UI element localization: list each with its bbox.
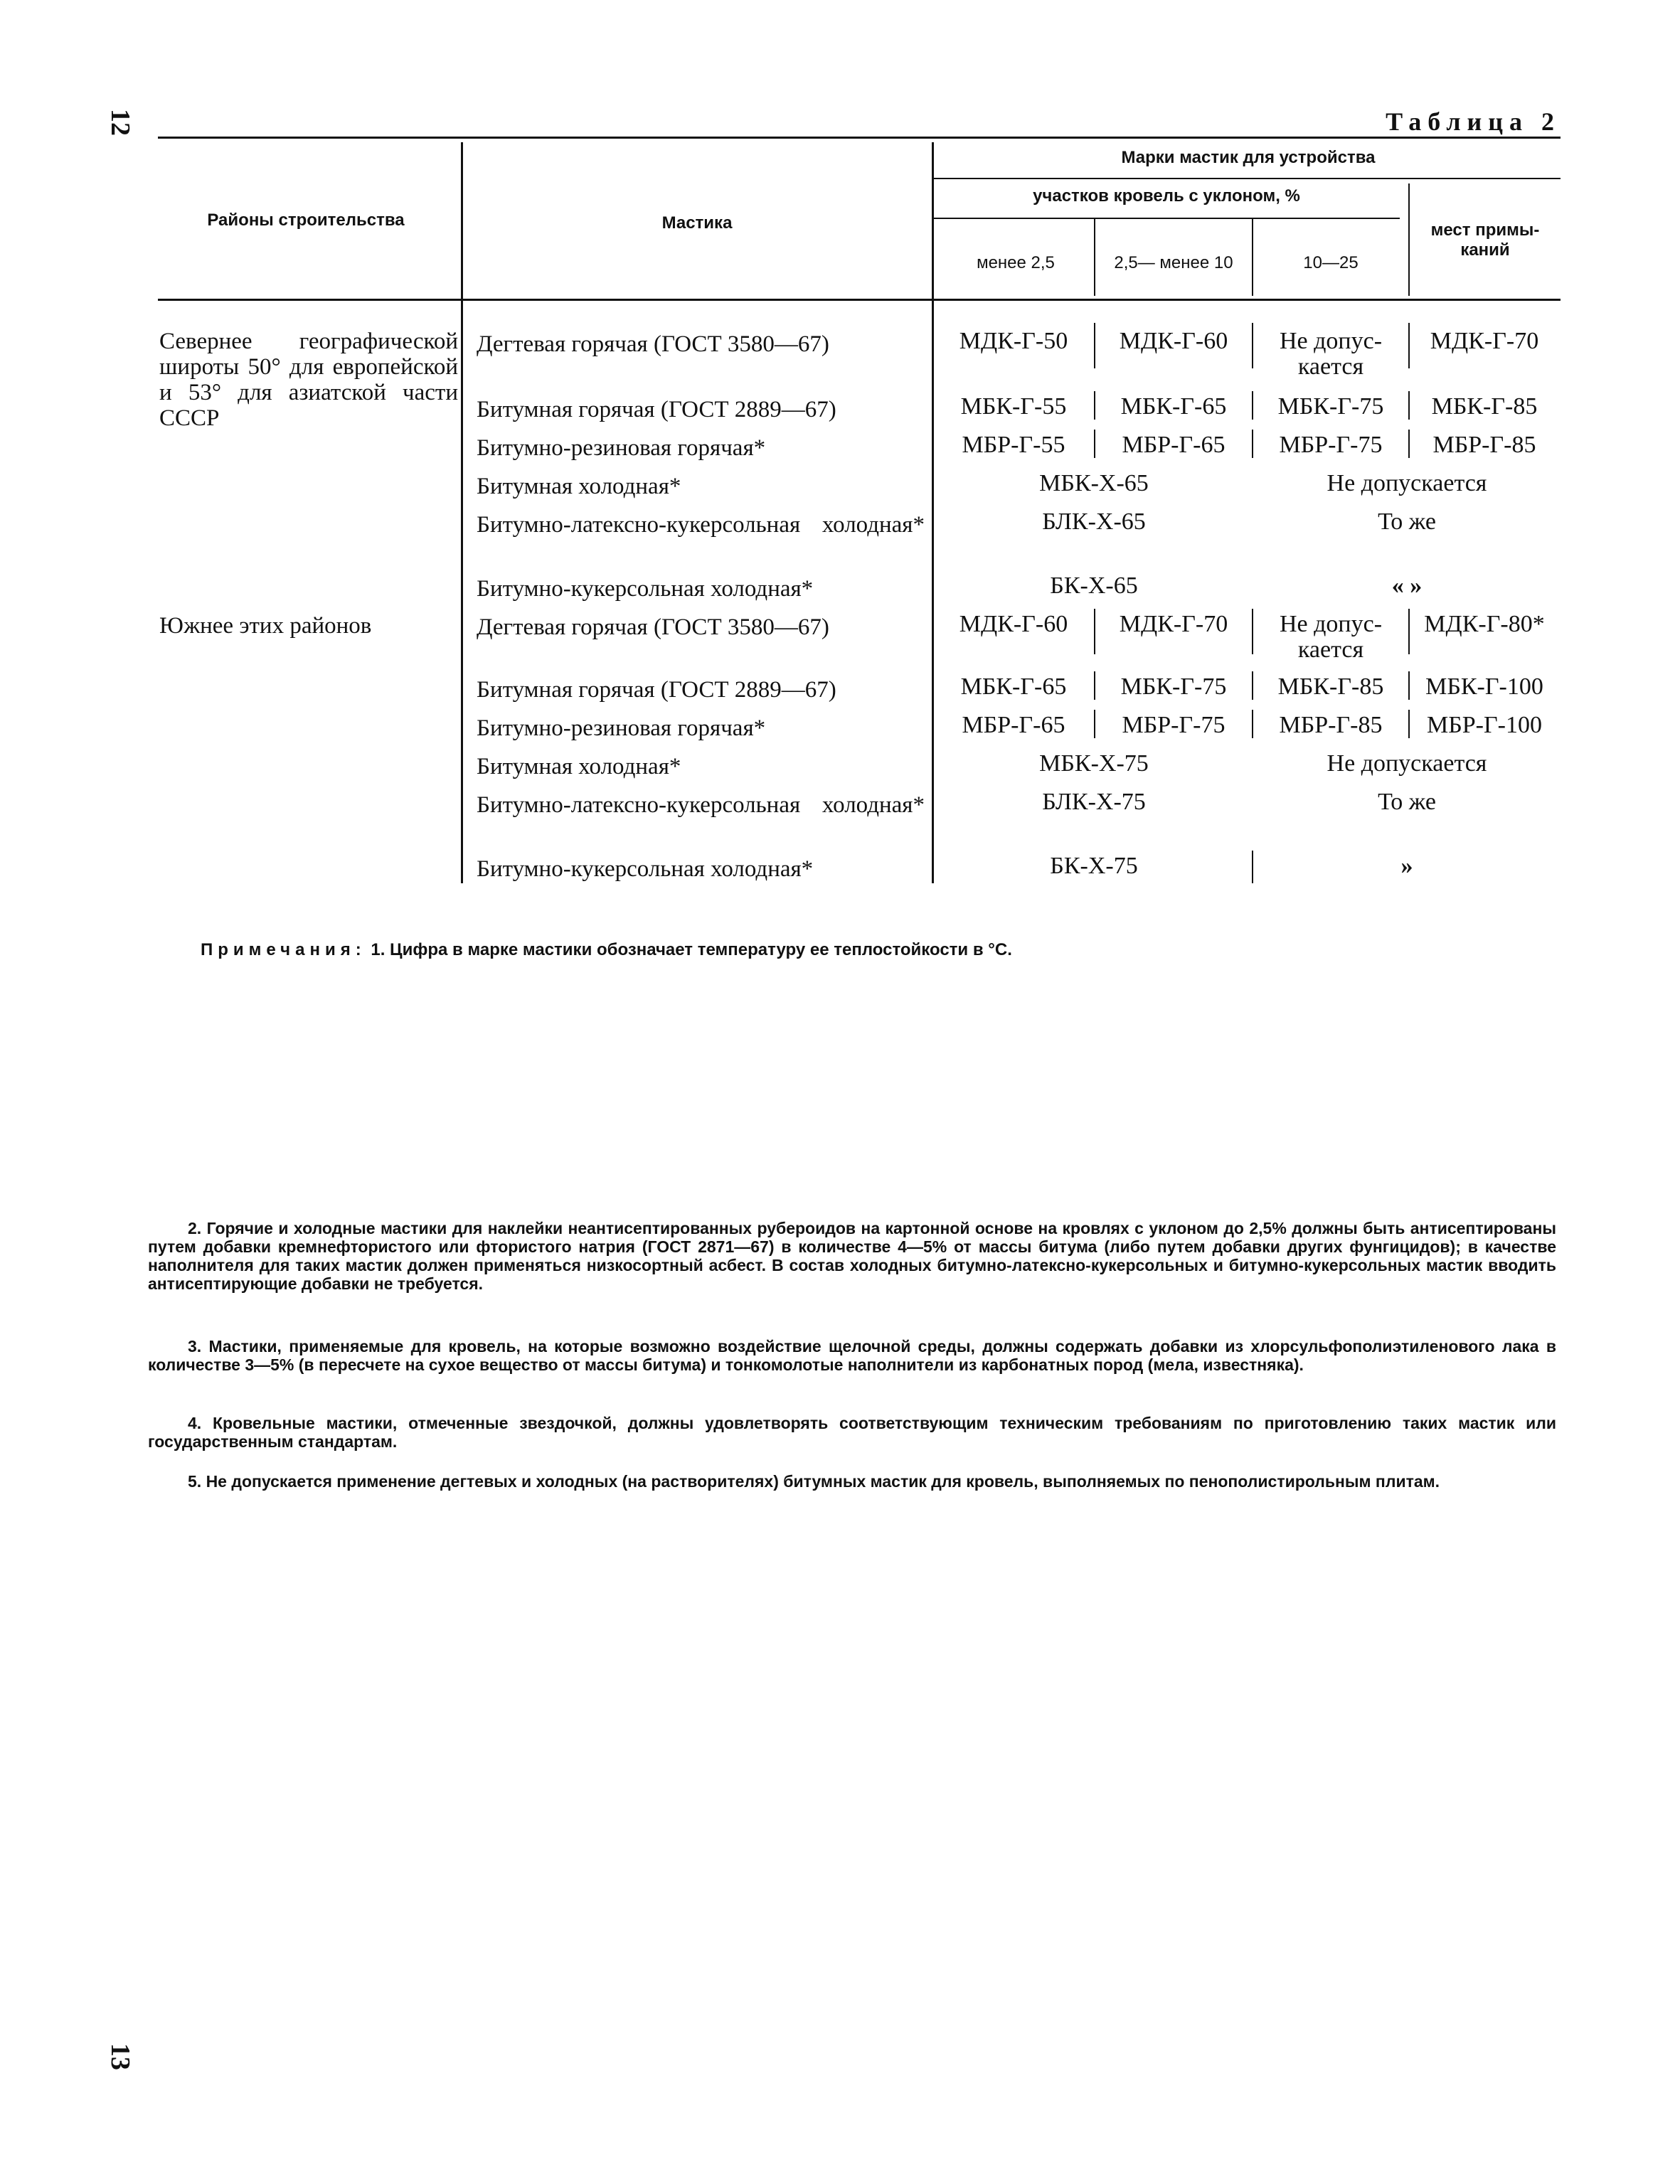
header-bottom-rule (158, 299, 1561, 301)
row-8-c4: МБР-Г-100 (1427, 712, 1542, 738)
row-7-div-3 (1252, 671, 1253, 700)
row-1-div-2 (1094, 391, 1095, 420)
row-8-mastic: Битумно-резиновая горячая* (477, 715, 766, 741)
row-2-c3: МБР-Г-75 (1279, 432, 1383, 458)
row-10-mastic: Битумно-латексно-кукерсольная холодная* (477, 792, 925, 818)
row-6-div-2 (1094, 609, 1095, 654)
header-col-10-25: 10—25 (1303, 253, 1359, 272)
row-0-c3: Не допус-кается (1279, 328, 1383, 380)
row-5-mastic: Битумно-кукерсольная холодная* (477, 576, 814, 602)
row-0-c4: МДК-Г-70 (1430, 328, 1539, 354)
row-8-div-4 (1408, 710, 1410, 738)
row-6-div-4 (1408, 609, 1410, 654)
row-1-mastic: Битумная горячая (ГОСТ 2889—67) (477, 397, 836, 422)
header-col-lt25: менее 2,5 (977, 253, 1055, 272)
page-number-bottom: 13 (105, 2043, 135, 2070)
row-1-c3: МБК-Г-75 (1277, 393, 1384, 420)
col-divider-hdr-3 (1252, 218, 1253, 296)
row-9-c12: МБК-Х-75 (1039, 750, 1149, 777)
row-1-c4: МБК-Г-85 (1431, 393, 1538, 420)
row-10-c34: То же (1378, 789, 1436, 815)
row-0-mastic: Дегтевая горячая (ГОСТ 3580—67) (477, 331, 829, 357)
notes-heading: Примечания: (201, 940, 366, 959)
row-5-c12: БК-Х-65 (1050, 572, 1138, 599)
row-4-mastic: Битумно-латексно-кукерсольная холодная* (477, 512, 925, 538)
row-2-c1: МБР-Г-55 (962, 432, 1065, 458)
row-3-mastic: Битумная холодная* (477, 474, 681, 499)
header-slopes: участков кровель с уклоном, % (1033, 186, 1300, 206)
row-6-div-3 (1252, 609, 1253, 654)
row-7-c4: МБК-Г-100 (1425, 673, 1543, 700)
row-0-c1: МДК-Г-50 (959, 328, 1068, 354)
row-2-div-3 (1252, 430, 1253, 458)
row-2-c4: МБР-Г-85 (1432, 432, 1536, 458)
row-0-c2: МДК-Г-60 (1119, 328, 1228, 354)
note-5: 5. Не допускается применение дегтевых и холодных (на растворителях) битумных мастик для кровель, выполняемых по пенополистирольным плитам. (188, 1472, 1440, 1491)
row-2-div-2 (1094, 430, 1095, 458)
table-title: Таблица 2 (1386, 107, 1561, 136)
note-4: 4. Кровельные мастики, отмеченные звездочкой, должны удовлетворять соответствующим техническим требованиям по приготовлению таких мастик или государственным стандартам. (148, 1414, 1556, 1451)
slope-rule (933, 218, 1400, 219)
row-7-div-2 (1094, 671, 1095, 700)
table-top-rule (158, 137, 1561, 139)
col-divider-hdr-2 (1094, 218, 1095, 296)
row-6-mastic: Дегтевая горячая (ГОСТ 3580—67) (477, 614, 829, 640)
row-9-mastic: Битумная холодная* (477, 754, 681, 779)
row-6-c3: Не допус-кается (1279, 611, 1383, 663)
row-4-c34: То же (1378, 508, 1436, 535)
row-8-c2: МБР-Г-75 (1122, 712, 1226, 738)
header-col-junction: мест примы-каний (1430, 220, 1540, 260)
row-0-div-2 (1094, 323, 1095, 368)
region-south: Южнее этих районов (159, 613, 372, 639)
note-3: 3. Мастики, применяемые для кровель, на которые возможно воздействие щелочной среды, должны содержать добавки из хлорсульфополиэтиленового лака в количестве 3—5% (в пересчете на сухое вещество от массы битума) и тонкомолотые наполнители из карбонатных пород (мела, известняка). (148, 1337, 1556, 1374)
note-1: 1. Цифра в марке мастики обозначает температуру ее теплостойкости в °С. (371, 940, 1012, 959)
row-1-c1: МБК-Г-55 (960, 393, 1067, 420)
col-divider-hdr-4 (1408, 183, 1410, 296)
notes-line-1 (201, 940, 1012, 960)
row-1-div-4 (1408, 391, 1410, 420)
row-0-div-4 (1408, 323, 1410, 368)
region-north: Севернее географической широты 50° для европейской и 53° для азиатской части СССР (159, 329, 458, 431)
row-6-c4: МДК-Г-80* (1424, 611, 1545, 637)
note-2: 2. Горячие и холодные мастики для наклейки неантисептированных рубероидов на картонной основе на кровлях с уклоном до 2,5% должны быть антисептированы путем добавки кремнефтористого или фтористого натрия (ГОСТ 2871—67) в количестве 4—5% от массы битума (либо путем добавки других фунгицидов); в качестве наполнителя для таких мастик должен применяться низкосортный асбест. В состав холодных битумно-латексно-кукерсольных и битумно-кукерсольных мастик вводить антисептирующие добавки не требуется. (148, 1219, 1556, 1293)
header-group: Марки мастик для устройства (1121, 148, 1376, 167)
row-4-c12: БЛК-Х-65 (1042, 508, 1146, 535)
row-10-c12: БЛК-Х-75 (1042, 789, 1146, 815)
row-7-mastic: Битумная горячая (ГОСТ 2889—67) (477, 677, 836, 703)
row-11-c12: БК-Х-75 (1050, 853, 1138, 879)
row-8-div-2 (1094, 710, 1095, 738)
row-11-c34: » (1400, 853, 1413, 879)
row-8-c1: МБР-Г-65 (962, 712, 1065, 738)
row-2-div-4 (1408, 430, 1410, 458)
col-divider-mastic (932, 142, 934, 883)
row-8-div-3 (1252, 710, 1253, 738)
header-mastic: Мастика (661, 213, 733, 233)
row-3-c34: Не допускается (1327, 470, 1487, 496)
row-2-c2: МБР-Г-65 (1122, 432, 1226, 458)
row-1-c2: МБК-Г-65 (1120, 393, 1227, 420)
row-11-mastic: Битумно-кукерсольная холодная* (477, 856, 814, 882)
row-1-div-3 (1252, 391, 1253, 420)
col-divider-region (461, 142, 463, 883)
row-6-c2: МДК-Г-70 (1119, 611, 1228, 637)
row-5-c34: « » (1391, 572, 1423, 599)
row-2-mastic: Битумно-резиновая горячая* (477, 435, 766, 461)
row-9-c34: Не допускается (1327, 750, 1487, 777)
row-7-div-4 (1408, 671, 1410, 700)
header-col-25-10: 2,5— менее 10 (1114, 253, 1233, 272)
row-0-div-3 (1252, 323, 1253, 368)
row-6-c1: МДК-Г-60 (959, 611, 1068, 637)
row-3-c12: МБК-Х-65 (1039, 470, 1149, 496)
row-7-c3: МБК-Г-85 (1277, 673, 1384, 700)
header-region: Районы строительства (207, 211, 405, 230)
row-11-div-3 (1252, 851, 1253, 883)
row-8-c3: МБР-Г-85 (1279, 712, 1383, 738)
page-number-top: 12 (105, 109, 135, 136)
group-rule (933, 178, 1561, 179)
row-7-c2: МБК-Г-75 (1120, 673, 1227, 700)
row-7-c1: МБК-Г-65 (960, 673, 1067, 700)
